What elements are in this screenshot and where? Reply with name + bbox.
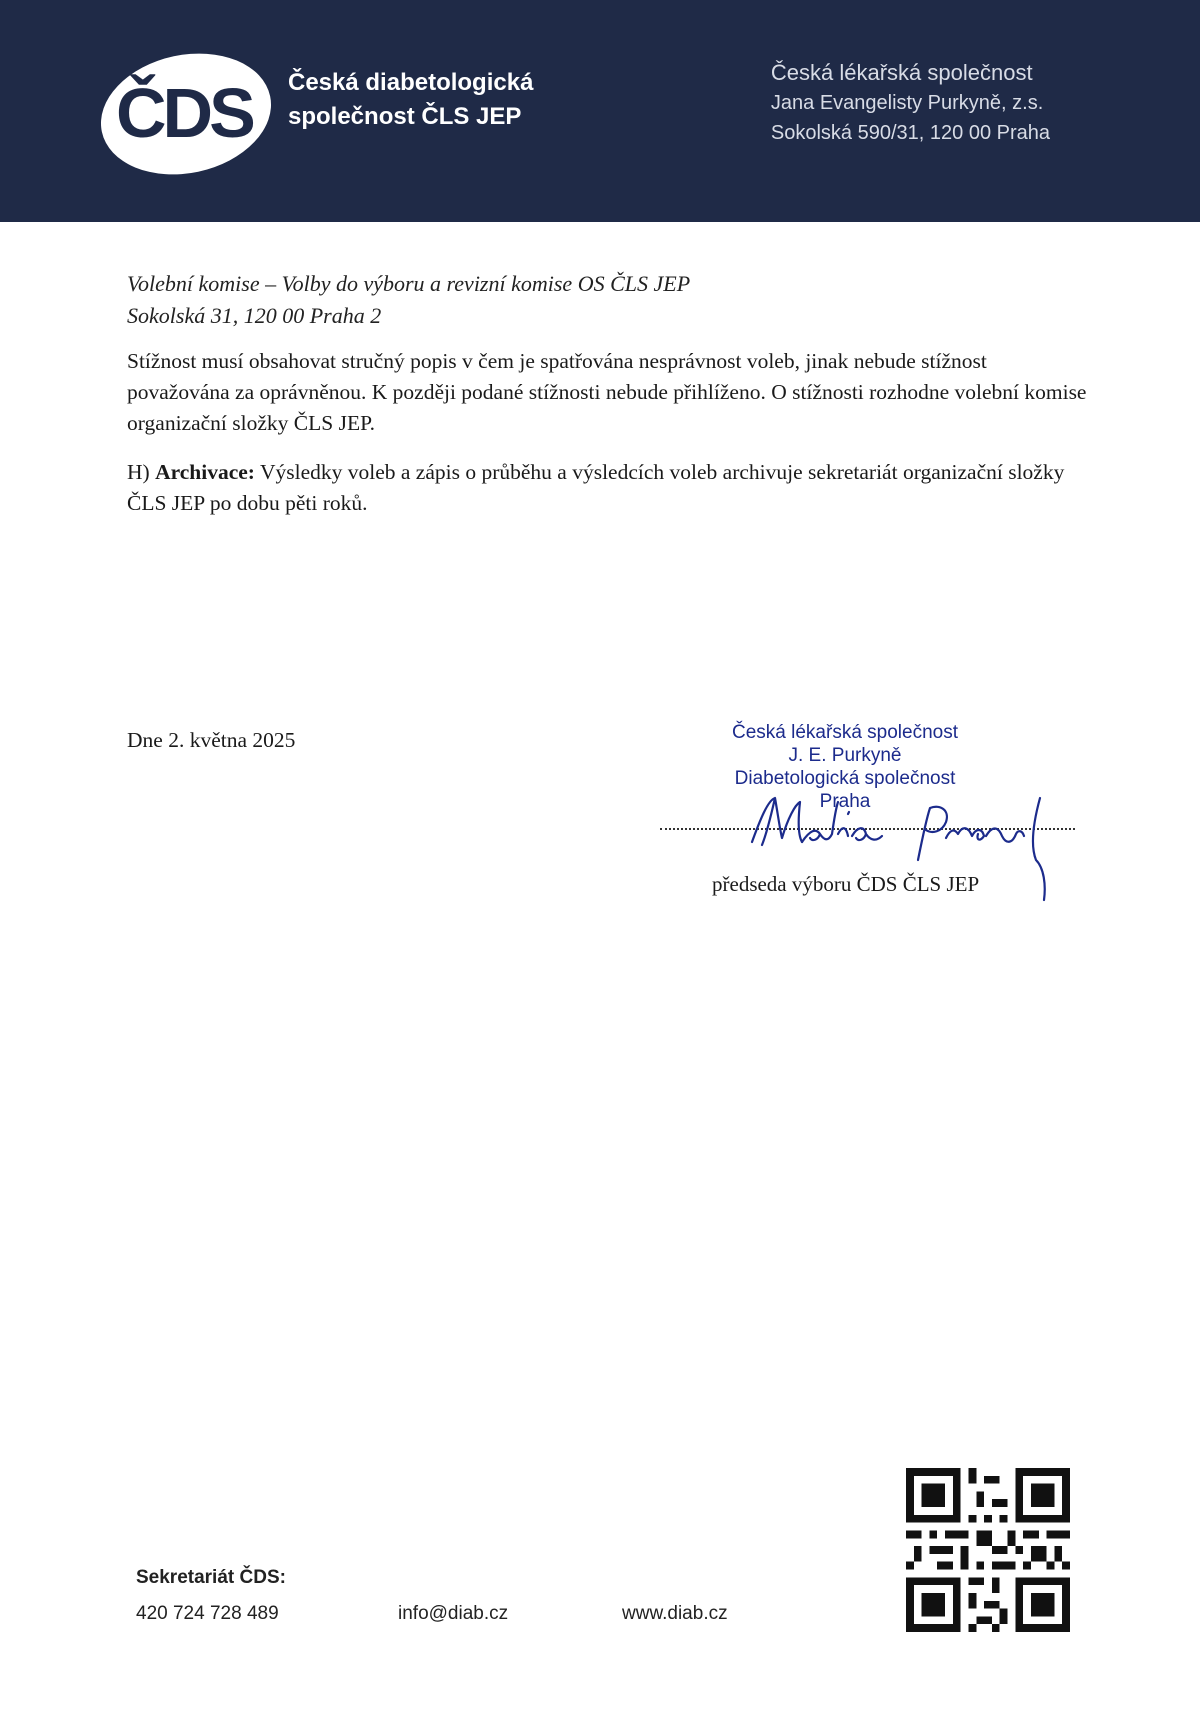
header-address-line3: Sokolská 590/31, 120 00 Praha xyxy=(770,122,1050,144)
archive-text: Výsledky voleb a zápis o průběhu a výsledcích voleb archivuje sekretariát organizační složky ČLS JEP po dobu pěti roků. xyxy=(127,460,1065,515)
letterhead-banner xyxy=(0,0,1200,222)
archive-heading: Archivace: xyxy=(155,460,255,484)
signature-caption: předseda výboru ČDS ČLS JEP xyxy=(712,872,980,896)
org-name-line1: Česká diabetologická xyxy=(288,69,534,96)
logo-text: ČDS xyxy=(116,74,252,152)
complaint-paragraph: Stížnost musí obsahovat stručný popis v čem je spatřována nesprávnost voleb, jinak nebude stížnost považována za oprávněnou. K později podané stížnosti nebude přihlíženo. O stížnosti rozhodne volební komise organizační složky ČLS JEP. xyxy=(127,349,1087,435)
committee-line2: Sokolská 31, 120 00 Praha 2 xyxy=(127,303,382,328)
archive-prefix: H) xyxy=(127,460,156,484)
header-address-line1: Česká lékařská společnost xyxy=(770,60,1033,85)
footer-website[interactable]: www.diab.cz xyxy=(622,1603,728,1624)
stamp-line4: Praha xyxy=(819,791,871,812)
stamp-line1: Česká lékařská společnost xyxy=(732,722,958,743)
stamp-line2: J. E. Purkyně xyxy=(788,745,902,766)
footer-title: Sekretariát ČDS: xyxy=(136,1567,286,1588)
footer-phone[interactable]: 420 724 728 489 xyxy=(136,1603,279,1624)
stamp-line3: Diabetologická společnost xyxy=(734,768,956,789)
handwritten-signature xyxy=(740,790,1120,930)
header-address xyxy=(771,58,1050,148)
committee-line1: Volební komise – Volby do výboru a revizní komise OS ČLS JEP xyxy=(127,271,691,296)
header-address-line2: Jana Evangelisty Purkyně, z.s. xyxy=(770,92,1044,114)
committee-address xyxy=(127,268,690,332)
footer-email[interactable]: info@diab.cz xyxy=(398,1603,509,1624)
document-date: Dne 2. května 2025 xyxy=(127,728,296,752)
org-name-line2: společnost ČLS JEP xyxy=(288,103,522,130)
qr-code-icon[interactable] xyxy=(906,1468,1070,1632)
archive-paragraph xyxy=(127,457,1087,519)
organization-name xyxy=(288,66,533,134)
